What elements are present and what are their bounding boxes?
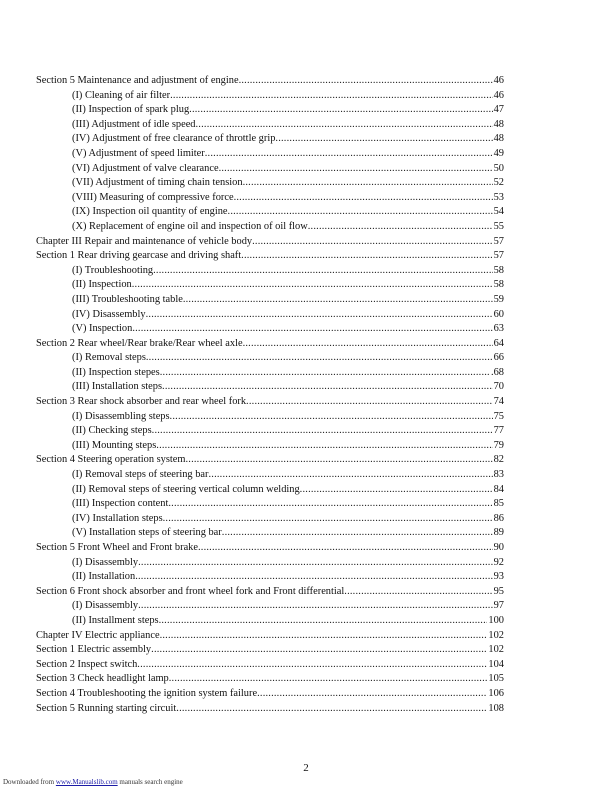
dot-leader	[241, 249, 492, 264]
toc-entry-page: 90	[493, 542, 504, 553]
toc-entry-page: 46	[493, 89, 504, 101]
toc-entry-title: Section 3 Check headlight lamp	[36, 673, 169, 685]
toc-entry-page: 108	[488, 702, 504, 714]
dot-leader	[234, 191, 493, 206]
dot-leader	[151, 643, 487, 658]
manualslib-link[interactable]: www.Manualslib.com	[55, 778, 118, 786]
toc-entry-title: (II) Checking steps	[72, 425, 152, 437]
toc-entry-page: 55	[493, 220, 504, 232]
toc-entry-title: (IV) Disassembly	[72, 308, 146, 320]
toc-entry-title: (V) Installation steps of steering bar	[72, 527, 222, 539]
toc-entry-title: Section 5 Front Wheel and Front brake	[36, 542, 198, 553]
dot-leader	[168, 497, 492, 512]
toc-entry-page: 89	[493, 527, 504, 539]
dot-leader	[189, 103, 492, 118]
toc-entry-page: 58	[493, 264, 504, 276]
toc-subentry[interactable]	[36, 512, 504, 527]
dot-leader	[169, 672, 488, 687]
toc-entry[interactable]	[36, 702, 504, 717]
toc-entry-page: 83	[493, 469, 504, 481]
toc-entry-title: Section 1 Rear driving gearcase and driving shaft	[36, 250, 242, 262]
dot-leader	[208, 468, 492, 483]
toc-entry-title: Section 4 Steering operation system	[36, 454, 186, 466]
toc-entry-title: (VI) Adjustment of valve clearance	[72, 162, 219, 174]
toc-entry-page: 50	[493, 162, 504, 174]
dot-leader	[159, 614, 488, 629]
dot-leader	[243, 337, 493, 352]
toc-subentry[interactable]	[36, 483, 504, 498]
dot-leader	[219, 162, 493, 177]
toc-entry-title: (I) Disassembly	[72, 556, 139, 568]
toc-entry-title: (II) Inspection of spark plug	[72, 104, 190, 116]
toc-entry-page: 104	[488, 658, 504, 670]
toc-subentry[interactable]	[36, 380, 504, 395]
toc-entry-title: (I) Removal steps	[72, 352, 146, 364]
toc-entry-page: 77	[493, 425, 504, 437]
toc-entry-title: (II) Inspection stepes	[72, 366, 160, 378]
toc-entry-title: (III) Inspection content	[72, 498, 169, 510]
toc-entry-page: 66	[493, 352, 504, 364]
toc-subentry[interactable]	[36, 570, 504, 585]
dot-leader	[205, 147, 493, 162]
toc-entry[interactable]	[36, 395, 504, 410]
dot-leader	[138, 556, 493, 571]
toc-subentry[interactable]	[36, 308, 504, 323]
toc-entry[interactable]	[36, 672, 504, 687]
toc-entry[interactable]	[36, 541, 504, 556]
toc-subentry[interactable]	[36, 424, 504, 439]
dot-leader	[252, 235, 493, 250]
toc-subentry[interactable]	[36, 220, 504, 235]
dot-leader	[344, 585, 492, 600]
dot-leader	[198, 541, 493, 556]
toc-subentry[interactable]	[36, 497, 504, 512]
dot-leader	[176, 702, 487, 717]
toc-entry-title: (III) Troubleshooting table	[72, 293, 183, 305]
dot-leader	[135, 570, 492, 585]
toc-entry-title: (III) Installation steps	[72, 381, 163, 393]
dot-leader	[246, 395, 493, 410]
dot-leader	[257, 687, 487, 702]
dot-leader	[170, 410, 493, 425]
dot-leader	[162, 380, 493, 395]
toc-entry[interactable]	[36, 235, 504, 250]
dot-leader	[160, 366, 490, 381]
toc-entry-title: (II) Installment steps	[72, 614, 159, 626]
dot-leader	[132, 278, 493, 293]
toc-entry-page: 92	[493, 556, 504, 568]
dot-leader	[156, 439, 492, 454]
dot-leader	[132, 322, 492, 337]
toc-entry[interactable]	[36, 643, 504, 658]
toc-entry-title: (I) Disassembly	[72, 600, 139, 612]
toc-entry-page: 74	[493, 396, 504, 408]
toc-entry-page: 48	[493, 133, 504, 145]
toc-subentry[interactable]	[36, 599, 504, 614]
toc-subentry[interactable]	[36, 176, 504, 191]
toc-entry[interactable]	[36, 658, 504, 673]
toc-entry-title: Section 5 Running starting circuit	[36, 702, 177, 714]
toc-entry-title: (I) Troubleshooting	[72, 264, 154, 276]
dot-leader	[163, 512, 493, 527]
toc-subentry[interactable]	[36, 89, 504, 104]
toc-subentry[interactable]	[36, 293, 504, 308]
toc-subentry[interactable]	[36, 351, 504, 366]
dot-leader	[146, 308, 493, 323]
toc-entry-page: 57	[493, 235, 504, 247]
dot-leader	[275, 132, 492, 147]
toc-entry-title: (V) Inspection	[72, 323, 133, 335]
toc-entry-page: 95	[493, 585, 504, 597]
toc-entry-page: 70	[493, 381, 504, 393]
toc-entry-title: Section 2 Inspect switch	[36, 658, 138, 670]
toc-entry-page: 84	[493, 483, 504, 495]
toc-entry-title: Chapter III Repair and maintenance of vehicle body	[36, 235, 253, 247]
toc-subentry[interactable]	[36, 132, 504, 147]
toc-entry-page: 100	[488, 614, 504, 626]
toc-subentry[interactable]	[36, 103, 504, 118]
toc-subentry[interactable]	[36, 322, 504, 337]
toc-subentry[interactable]	[36, 410, 504, 425]
dot-leader	[308, 220, 493, 235]
toc-entry-page: 64	[493, 337, 504, 349]
toc-entry-title: (I) Removal steps of steering bar	[72, 469, 209, 481]
toc-entry-page: 47	[493, 104, 504, 116]
dot-leader	[146, 351, 493, 366]
toc-subentry[interactable]	[36, 526, 504, 541]
toc-entry-title: (I) Disassembling steps	[72, 410, 170, 422]
toc-entry-title: (III) Mounting steps	[72, 439, 157, 451]
toc-entry-title: (II) Removal steps of steering vertical column welding	[72, 483, 300, 495]
toc-entry-page: 75	[493, 410, 504, 422]
page-number: 2	[303, 762, 309, 774]
dot-leader	[222, 526, 493, 541]
toc-entry-title: (V) Adjustment of speed limiter	[72, 147, 205, 159]
toc-subentry[interactable]	[36, 614, 504, 629]
toc-entry[interactable]	[36, 629, 504, 644]
table-of-contents	[36, 74, 504, 716]
toc-entry-page: .68	[491, 366, 504, 378]
toc-entry-title: (II) Installation	[72, 571, 136, 583]
toc-entry-page: 102	[488, 629, 504, 641]
toc-entry-page: 102	[488, 644, 504, 656]
toc-entry-title: Section 2 Rear wheel/Rear brake/Rear wheel axle	[36, 337, 243, 349]
dot-leader	[300, 483, 493, 498]
dot-leader	[185, 453, 492, 468]
toc-entry-title: (VII) Adjustment of timing chain tension	[72, 177, 243, 189]
toc-entry[interactable]	[36, 74, 504, 89]
toc-entry-page: 53	[493, 191, 504, 203]
toc-subentry[interactable]	[36, 162, 504, 177]
toc-entry-page: 46	[493, 75, 504, 86]
dot-leader	[170, 89, 493, 104]
toc-entry-title: (VIII) Measuring of compressive force	[72, 191, 234, 203]
toc-entry-title: Section 5 Maintenance and adjustment of engine	[36, 75, 239, 86]
dot-leader	[152, 424, 493, 439]
toc-entry[interactable]	[36, 585, 504, 600]
toc-entry-title: (IX) Inspection oil quantity of engine	[72, 206, 228, 218]
dot-leader	[196, 118, 493, 133]
toc-subentry[interactable]	[36, 278, 504, 293]
toc-entry-page: 105	[488, 673, 504, 685]
toc-entry-page: 54	[493, 206, 504, 218]
toc-subentry[interactable]	[36, 191, 504, 206]
toc-subentry[interactable]	[36, 468, 504, 483]
dot-leader	[153, 264, 492, 279]
toc-entry-title: (X) Replacement of engine oil and inspection of oil flow	[72, 220, 308, 232]
toc-entry-page: 52	[493, 177, 504, 189]
toc-entry-title: (IV) Adjustment of free clearance of throttle grip	[72, 133, 276, 145]
toc-entry-page: 106	[488, 687, 504, 699]
toc-entry-title: Section 4 Troubleshooting the ignition system failure	[36, 687, 258, 699]
dot-leader	[160, 629, 488, 644]
toc-entry-title: (IV) Installation steps	[72, 512, 163, 524]
toc-entry-page: 59	[493, 293, 504, 305]
toc-entry-title: Section 3 Rear shock absorber and rear wheel fork	[36, 396, 247, 408]
toc-entry[interactable]	[36, 337, 504, 352]
toc-entry-page: 58	[493, 279, 504, 291]
toc-subentry[interactable]	[36, 366, 504, 381]
toc-entry-page: 79	[493, 439, 504, 451]
toc-entry[interactable]	[36, 453, 504, 468]
toc-subentry[interactable]	[36, 118, 504, 133]
toc-subentry[interactable]	[36, 147, 504, 162]
dot-leader	[138, 599, 493, 614]
toc-entry-page: 49	[493, 147, 504, 159]
toc-subentry[interactable]	[36, 264, 504, 279]
toc-entry-page: 93	[493, 571, 504, 583]
toc-entry-page: 86	[493, 512, 504, 524]
toc-entry[interactable]	[36, 249, 504, 264]
toc-entry-title: Section 6 Front shock absorber and front wheel fork and Front differential	[36, 585, 345, 597]
toc-subentry[interactable]	[36, 439, 504, 454]
download-footer	[3, 778, 183, 786]
dot-leader	[137, 658, 487, 673]
toc-entry-page: 85	[493, 498, 504, 510]
toc-subentry[interactable]	[36, 556, 504, 571]
dot-leader	[243, 176, 493, 191]
dot-leader	[239, 74, 493, 89]
toc-entry[interactable]	[36, 687, 504, 702]
toc-entry-title: (III) Adjustment of idle speed	[72, 118, 196, 130]
toc-subentry[interactable]	[36, 205, 504, 220]
dot-leader	[183, 293, 493, 308]
toc-entry-page: 97	[493, 600, 504, 612]
toc-entry-page: 60	[493, 308, 504, 320]
toc-entry-title: Section 1 Electric assembly	[36, 644, 152, 656]
toc-entry-title: (I) Cleaning of air filter	[72, 89, 171, 101]
toc-entry-page: 82	[493, 454, 504, 466]
toc-entry-title: (II) Inspection	[72, 279, 132, 291]
toc-entry-page: 57	[493, 250, 504, 262]
toc-entry-page: 48	[493, 118, 504, 130]
dot-leader	[228, 205, 493, 220]
footer-prefix: Downloaded from	[3, 778, 55, 786]
toc-entry-title: Chapter IV Electric appliance	[36, 629, 160, 641]
toc-entry-page: 63	[493, 323, 504, 335]
footer-suffix: manuals search engine	[119, 778, 183, 786]
